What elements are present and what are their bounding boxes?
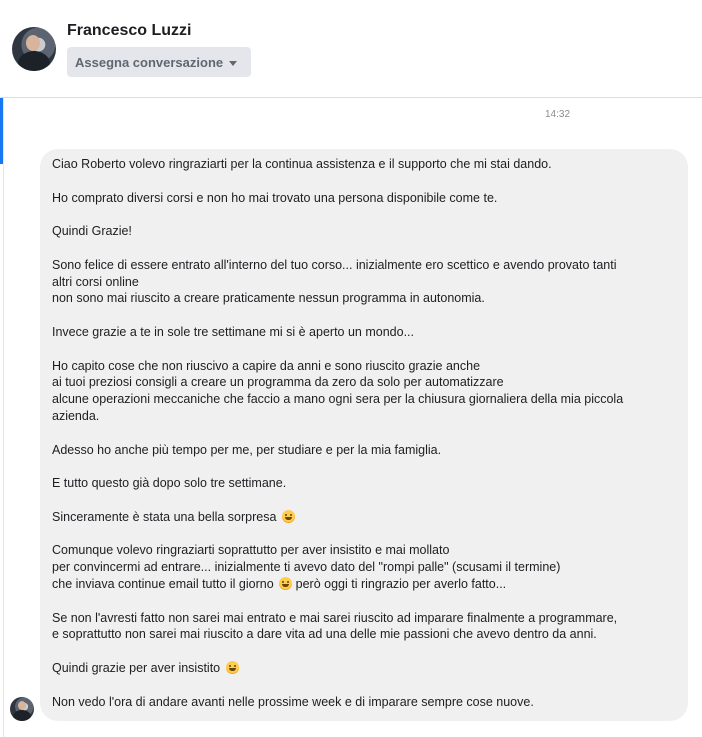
user-avatar-icon[interactable] [12,27,56,71]
message-paragraph: Invece grazie a te in sole tre settimane mi si è aperto un mondo... [52,324,414,339]
message-paragraph: Ciao Roberto volevo ringraziarti per la continua assistenza e il supporto che mi stai dando. [52,157,552,171]
message-text: Comunque volevo ringraziarti soprattutto per aver insistito e mai mollato per convincermi ad entrare... inizialmente ti avevo dato del "rompi palle" (scusami il termine) che inviava continue email tutto il giorno [52,543,561,591]
message-paragraph: Ho comprato diversi corsi e non ho mai trovato una persona disponibile come te. [52,190,498,205]
message-paragraph: Adesso ho anche più tempo per me, per studiare e per la mia famiglia. [52,442,442,457]
smiling-face-emoji-icon [226,661,239,674]
message-text: Sinceramente è stata una bella sorpresa [52,509,277,524]
assign-conversation-button[interactable] [67,47,251,77]
thread-divider [3,98,4,737]
message-text: però oggi ti ringrazio per averlo fatto... [295,576,507,591]
message-paragraph: Non vedo l'ora di andare avanti nelle prossime week e di imparare sempre cose nuove. [52,694,534,709]
sender-avatar-icon[interactable] [10,697,34,721]
message-timestamp: 14:32 [545,109,571,120]
message-paragraph: Sono felice di essere entrato all'interno del tuo corso... inizialmente ero scettico e avendo provato tanti altri corsi online non sono mai riuscito a creare praticamente nessun programma in autonomia. [52,257,617,306]
message-paragraph: Se non l'avresti fatto non sarei mai entrato e mai sarei riuscito ad imparare finalmente a programmare, e soprattutto non sarei mai riuscito a dare vita ad una delle mie passioni che avevo dentro da anni. [52,610,618,642]
caret-down-icon [229,61,237,66]
message-paragraph-with-emoji [52,542,676,592]
avatar-face [18,701,26,710]
message-paragraph: Quindi Grazie! [52,224,132,239]
message-paragraph: E tutto questo già dopo solo tre settimane. [52,476,287,491]
avatar-body [13,710,31,721]
conversation-header [0,0,702,98]
avatar-body [18,51,50,71]
message-paragraph: Ho capito cose che non riuscivo a capire da anni e sono riuscito grazie anche ai tuoi preziosi consigli a creare un programma da zero da solo per automatizzare alcune operazioni meccaniche che faccio a mano ogni sera per la chiusura giornaliera della mia piccola azienda. [52,358,624,423]
message-paragraph-with-emoji [52,660,676,677]
message-text: Quindi grazie per aver insistito [52,660,221,675]
smiling-face-emoji-icon [279,577,292,590]
smiling-face-emoji-icon [282,510,295,523]
contact-name[interactable]: Francesco Luzzi [67,22,192,39]
message-paragraph-with-emoji [52,509,676,526]
avatar-face [26,35,40,51]
message-bubble[interactable] [40,149,688,721]
assign-conversation-label: Assegna conversazione [75,54,224,70]
